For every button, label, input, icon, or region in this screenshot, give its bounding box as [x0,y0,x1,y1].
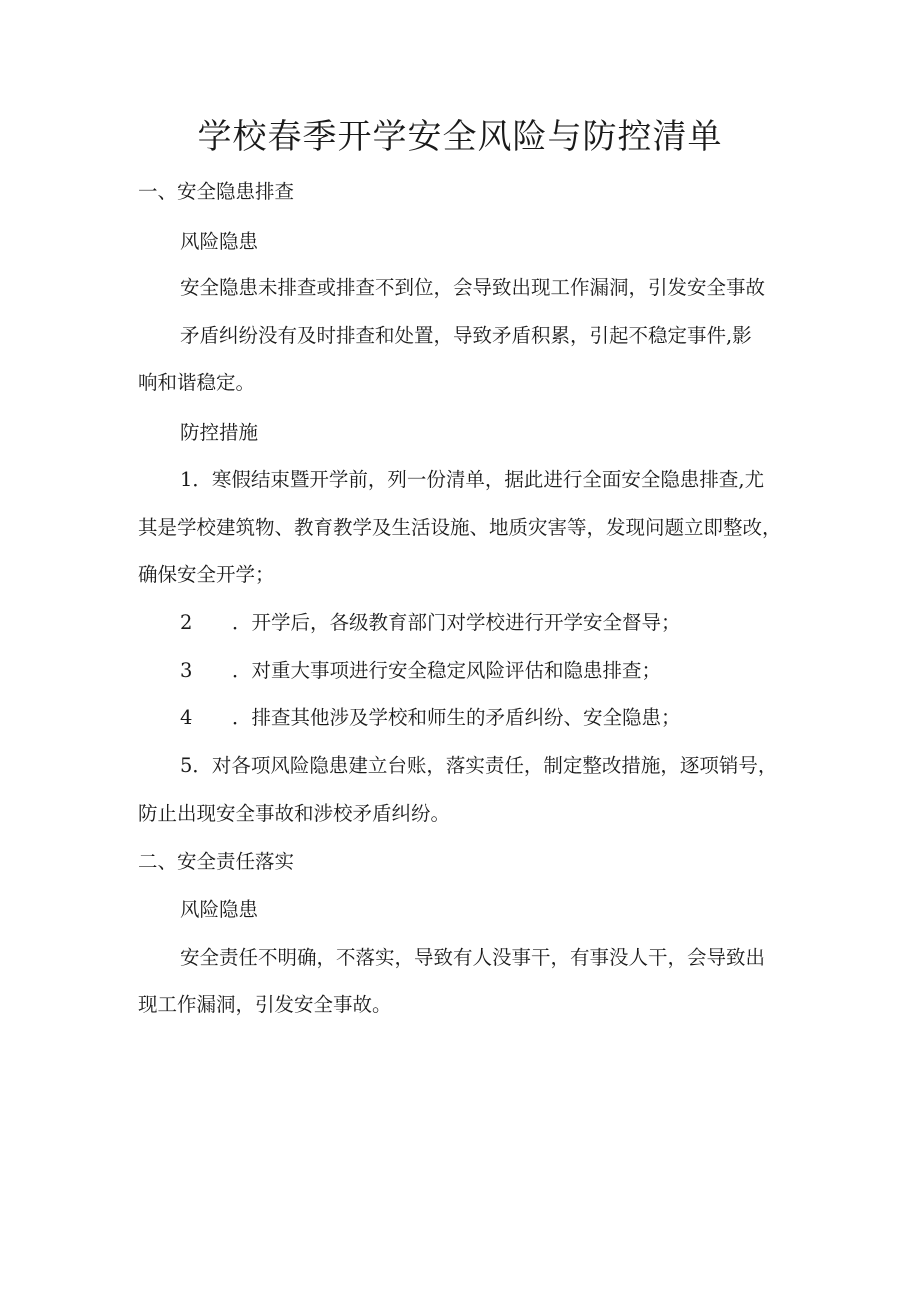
measure-1-line-1: 1．寒假结束暨开学前，列一份清单，据此进行全面安全隐患排查,尤 [180,468,765,491]
section-2-risk-paragraph-line-2: 现工作漏洞，引发安全事故。 [138,993,392,1016]
measure-2-text: ．开学后，各级教育部门对学校进行开学安全督导； [232,611,681,634]
measure-1-line-2: 其是学校建筑物、教育教学及生活设施、地质灾害等，发现问题立即整改， [138,516,782,539]
measure-4-number: 4 [180,706,193,729]
document-title: 学校春季开学安全风险与防控清单 [197,117,723,157]
measure-4-text: ．排查其他涉及学校和师生的矛盾纠纷、安全隐患； [232,706,681,729]
section-1-measures-label: 防控措施 [180,421,259,444]
measure-3 [180,656,661,686]
section-2-heading: 二、安全责任落实 [138,850,295,873]
section-1-heading: 一、安全隐患排查 [138,180,295,203]
measure-5-line-2: 防止出现安全事故和涉校矛盾纠纷。 [138,802,451,825]
section-2-risk-label: 风险隐患 [180,898,259,921]
section-1-risk-paragraph-2-line-1: 矛盾纠纷没有及时排查和处置，导致矛盾积累，引起不稳定事件,影 [180,324,752,347]
measure-2 [180,608,681,638]
measure-4 [180,703,681,733]
measure-5-line-1: 5．对各项风险隐患建立台账，落实责任，制定整改措施，逐项销号， [180,754,778,777]
measure-3-number: 3 [180,659,193,682]
measure-3-text: ．对重大事项进行安全稳定风险评估和隐患排查； [232,659,662,682]
measure-1-line-3: 确保安全开学； [138,563,275,586]
measure-2-number: 2 [180,611,193,634]
section-1-risk-paragraph-2-line-2: 响和谐稳定。 [138,371,256,394]
section-1-risk-label: 风险隐患 [180,230,259,253]
section-2-risk-paragraph-line-1: 安全责任不明确，不落实，导致有人没事干，有事没人干，会导致出 [180,946,766,969]
section-1-risk-paragraph-1: 安全隐患未排查或排查不到位，会导致出现工作漏洞，引发安全事故 [180,276,766,299]
